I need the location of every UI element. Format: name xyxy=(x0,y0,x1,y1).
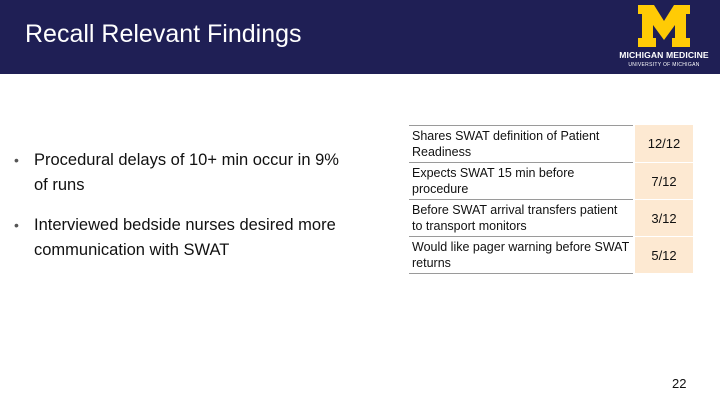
finding-value: 3/12 xyxy=(635,200,693,237)
finding-text: Before SWAT arrival transfers patient to transport monitors xyxy=(409,200,633,237)
page-number: 22 xyxy=(672,376,687,391)
finding-text: Would like pager warning before SWAT returns xyxy=(409,237,633,274)
bullet-dot-icon: • xyxy=(14,217,19,233)
bullet-item xyxy=(14,213,354,263)
bullet-dot-icon: • xyxy=(14,152,19,168)
logo-name: MICHIGAN MEDICINE xyxy=(619,50,709,60)
bullet-text: Procedural delays of 10+ min occur in 9% of runs xyxy=(34,151,339,194)
table-row xyxy=(409,125,693,163)
bullet-text: Interviewed bedside nurses desired more communication with SWAT xyxy=(34,216,336,259)
table-row xyxy=(409,163,693,200)
finding-value: 7/12 xyxy=(635,163,693,200)
table-row xyxy=(409,200,693,237)
findings-table xyxy=(409,125,693,274)
block-m-icon xyxy=(636,4,692,48)
finding-value: 5/12 xyxy=(635,237,693,274)
finding-value: 12/12 xyxy=(635,125,693,163)
finding-text: Expects SWAT 15 min before procedure xyxy=(409,163,633,200)
logo-subtitle: UNIVERSITY OF MICHIGAN xyxy=(628,62,700,68)
header-bar xyxy=(0,0,720,74)
bullet-list xyxy=(14,148,354,278)
slide-title: Recall Relevant Findings xyxy=(25,20,302,48)
michigan-medicine-logo xyxy=(614,4,714,72)
table-row xyxy=(409,237,693,274)
bullet-item xyxy=(14,148,354,198)
finding-text: Shares SWAT definition of Patient Readiness xyxy=(409,125,633,163)
